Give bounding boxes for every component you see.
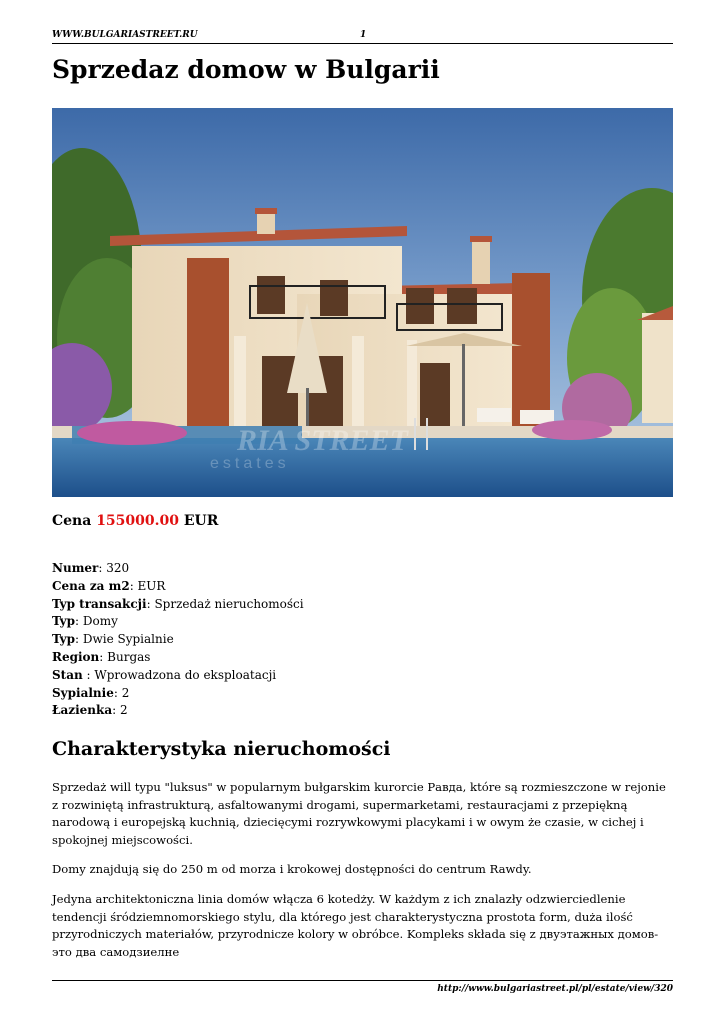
page-title: Sprzedaz domow w Bulgarii <box>52 55 440 84</box>
spec-label: Sypialnie <box>52 685 114 700</box>
header-site: WWW.BULGARIASTREET.RU <box>52 30 198 40</box>
description-paragraph: Sprzedaż will typu "luksus" w popularnym bułgarskim kurorcie Равда, które są rozmieszczone w rejonie z rozwiniętą infrastrukturą, asfaltowanymi drogami, supermarketami, restauracjami z przepiękną narodową i europejską kuchnią, dziecięcymi rozrywkowymi placykami i w owym że czasie, w cichej i spokojnej miejscowości. <box>52 780 666 847</box>
page-number: 1 <box>360 30 367 40</box>
price-currency: EUR <box>183 513 219 529</box>
spec-value: Wprowadzona do eksploatacji <box>94 667 277 682</box>
spec-sep: : <box>113 685 122 700</box>
spec-label: Stan <box>52 667 83 682</box>
page-footer <box>52 980 673 995</box>
spec-row-number <box>52 560 304 578</box>
spec-sep: : <box>112 703 120 718</box>
spec-sep: : <box>99 649 108 664</box>
spec-label: Region <box>52 649 100 664</box>
spec-label: Typ <box>52 632 75 647</box>
description-paragraph: Jedyna architektoniczna linia domów włącza 6 kotedży. W każdym z ich znalazły odzwierciedlenie tendencji śródziemnomorskiego stylu, dla którego jest charakterystyczna prostota form, duża ilość przyrodniczych materiałów, przyrodnicze kolory w obróbce. Kompleks składa się z двуэтажных домов-это два самодзиелне <box>52 891 659 959</box>
spec-label: Typ <box>52 614 75 629</box>
spec-row-bedrooms <box>52 685 304 703</box>
spec-value: Domy <box>82 614 118 629</box>
price-label: Cena <box>52 513 92 529</box>
watermark-main: RIA STREET <box>237 424 408 457</box>
spec-row-region <box>52 649 304 667</box>
footer-url[interactable]: http://www.bulgariastreet.pl/pl/estate/view/320 <box>437 984 673 994</box>
spec-sep: : <box>74 614 83 629</box>
spec-label: Typ transakcji <box>52 596 147 611</box>
description-paragraph: Domy znajdują się do 250 m od morza i krokowej dostępności do centrum Rawdy. <box>52 862 532 877</box>
spec-value: 320 <box>106 561 130 575</box>
spec-row-subtype <box>52 631 304 649</box>
spec-value: 2 <box>121 685 130 700</box>
spec-label: Cena za m2 <box>52 578 130 593</box>
spec-label: Numer <box>52 561 99 575</box>
spec-value: Sprzedaż nieruchomości <box>154 596 304 611</box>
price-value: 155000.00 <box>96 513 179 529</box>
spec-sep: : <box>82 667 95 682</box>
spec-value: Burgas <box>107 649 151 664</box>
spec-row-transaction <box>52 596 304 614</box>
section-title: Charakterystyka nieruchomości <box>52 738 391 760</box>
spec-sep: : <box>129 578 138 593</box>
spec-row-bathrooms <box>52 702 304 720</box>
spec-row-state <box>52 667 304 685</box>
spec-sep: : <box>98 561 107 575</box>
price-line <box>52 511 218 531</box>
spec-value: Dwie Sypialnie <box>82 632 174 647</box>
description <box>52 779 673 973</box>
watermark-sub: estates <box>210 455 290 472</box>
property-specs <box>52 560 304 720</box>
spec-value: EUR <box>137 578 166 593</box>
page-header <box>52 31 673 44</box>
spec-value: 2 <box>119 703 128 718</box>
spec-sep: : <box>146 596 155 611</box>
spec-label: Łazienka <box>52 703 113 718</box>
spec-row-type <box>52 613 304 631</box>
spec-sep: : <box>74 632 83 647</box>
spec-row-price-m2 <box>52 578 304 596</box>
property-photo <box>52 108 673 497</box>
